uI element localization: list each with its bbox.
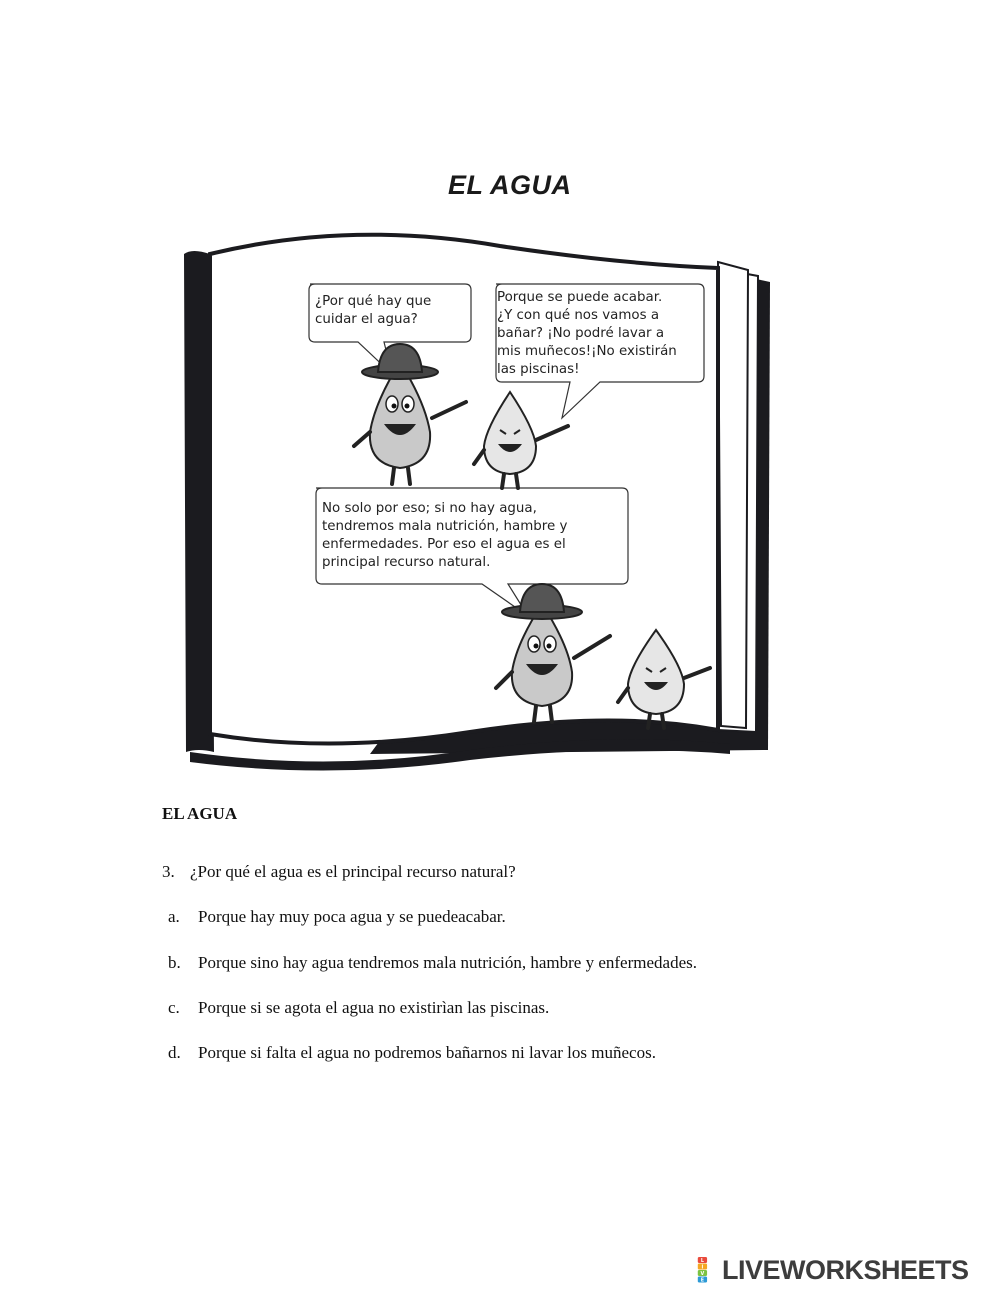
answer-option-c[interactable] [168, 998, 549, 1018]
question [162, 862, 516, 882]
question-text: ¿Por qué el agua es el principal recurso natural? [190, 862, 516, 881]
logo-letter-v: V [700, 1272, 705, 1278]
question-number: 3. [162, 862, 175, 881]
answer-option-b[interactable] [168, 953, 697, 973]
logo-letter-i: I [701, 1265, 704, 1271]
comic-title: EL AGUA [448, 170, 572, 200]
bubble-2-text: Porque se puede acabar. ¿Y con qué nos vamos a bañar? ¡No podré lavar a mis muñecos!¡No existirán las piscinas! [497, 290, 677, 377]
option-letter: a. [168, 907, 180, 926]
bubble-1-text: ¿Por qué hay que cuidar el agua? [315, 294, 432, 327]
bubble-3-text: No solo por eso; si no hay agua, tendremos mala nutrición, hambre y enfermedades. Por eso el agua es el principal recurso natural. [322, 501, 568, 570]
liveworksheets-logo[interactable] [697, 1254, 997, 1286]
logo-letter-l: L [700, 1259, 704, 1265]
option-text: Porque si falta el agua no podremos bañarnos ni lavar los muñecos. [198, 1043, 656, 1062]
logo-letter-e: E [700, 1278, 705, 1283]
option-letter: d. [168, 1043, 181, 1062]
option-text: Porque hay muy poca agua y se puedeacabar. [198, 907, 506, 926]
answer-option-a[interactable] [168, 907, 506, 927]
section-title: EL AGUA [162, 804, 238, 823]
answer-option-d[interactable] [168, 1043, 656, 1063]
option-letter: b. [168, 953, 181, 972]
option-letter: c. [168, 998, 180, 1017]
option-text: Porque sino hay agua tendremos mala nutrición, hambre y enfermedades. [198, 953, 697, 972]
logo-text: LIVEWORKSHEETS [722, 1254, 969, 1285]
option-text: Porque si se agota el agua no existirìan las piscinas. [198, 998, 550, 1017]
logo-mark-icon [697, 1257, 719, 1283]
